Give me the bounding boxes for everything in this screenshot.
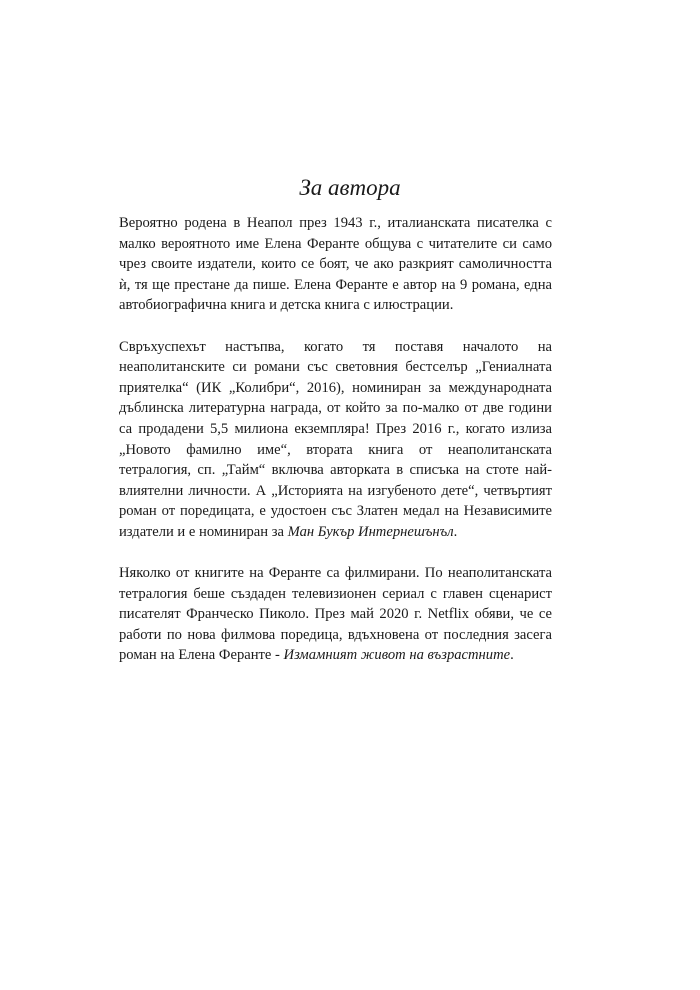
paragraph-text: Няколко от книгите на Феранте са филмирани. По неаполитанската тетралогия беше създаден телевизионен сериал с главен сценарист писателят Франческо Пиколо. През май 2020 г. Netflix обяви, че се работи по нова филмова поредица, вдъхновена от последния засега роман на Елена Феранте -: [119, 565, 552, 664]
paragraph-text: Вероятно родена в Неапол през 1943 г., италианската писателка с малко вероятното име Елена Феранте общува с читателите си само чрез своите издатели, които се боят, че ако разкрият самоличността ѝ, тя ще престане да пише. Елена Феранте е автор на 9 романа, една автобиографична книга и детска книга с илюстрации.: [119, 215, 552, 314]
paragraph-text: Свръхуспехът настъпва, когато тя поставя началото на неаполитанските си романи със световния бестселър „Гениалната приятелка“ (ИК „Колибри“, 2016), номиниран за международната дъблинска литературна награда, от който за по-малко от две години са продадени 5,5 милиона екземпляра! През 2016 г., когато излиза „Новото фамилно име“, втората книга от неаполитанската тетралогия, сп. „Тайм“ включва авторката в списъка на стоте най-влиятелни личности. А „Историята на изгубеното дете“, четвъртият роман от поредицата, е удостоен със Златен медал на Независимите издатели и е номиниран за: [119, 338, 552, 540]
page-title: За автора: [299, 175, 401, 200]
body-text: [119, 213, 552, 687]
paragraph-1: [119, 213, 552, 316]
paragraph-text: .: [510, 647, 514, 664]
paragraph-2: [119, 337, 552, 543]
paragraph-text: .: [453, 523, 458, 540]
award-name: Ман Букър Интернешънъл: [287, 523, 454, 540]
paragraph-3: [119, 563, 552, 666]
book-title: Измамният живот на възрастните: [283, 647, 511, 664]
